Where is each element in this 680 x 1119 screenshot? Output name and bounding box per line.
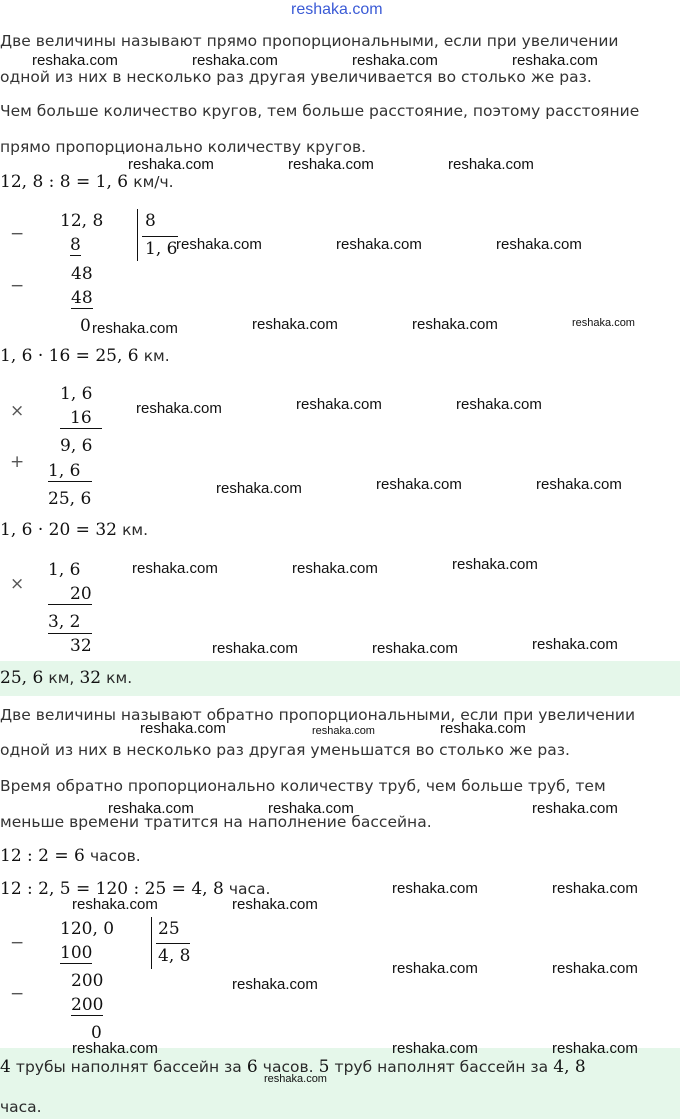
watermark: reshaka.com	[552, 1040, 638, 1057]
partial-product-1: 9, 6	[60, 436, 93, 456]
definition-direct-line2: одной из них в несколько раз другая увеличивается во столько же раз.	[0, 68, 592, 86]
watermark: reshaka.com	[352, 52, 438, 69]
watermark: reshaka.com	[336, 236, 422, 253]
divisor: 25	[158, 919, 180, 939]
factor-b: 20	[48, 586, 92, 605]
answer-inverse-line2: часа.	[0, 1098, 42, 1116]
answer-unit: км.	[106, 669, 133, 687]
watermark: reshaka.com	[128, 156, 214, 173]
watermark: reshaka.com	[288, 156, 374, 173]
watermark: reshaka.com	[496, 236, 582, 253]
watermark: reshaka.com	[456, 396, 542, 413]
watermark: reshaka.com	[72, 1040, 158, 1057]
quotient: 4, 8	[158, 946, 191, 966]
product-result: 32	[70, 636, 92, 656]
answer-separator: км,	[48, 669, 75, 687]
answer-text: труб наполнят бассейн за	[334, 1058, 549, 1076]
dividend: 12, 8	[60, 211, 104, 231]
watermark: reshaka.com	[108, 800, 194, 817]
watermark: reshaka.com	[92, 320, 178, 337]
time-2-unit: часов.	[89, 847, 141, 865]
watermark: reshaka.com	[252, 316, 338, 333]
watermark: reshaka.com	[268, 800, 354, 817]
dividend: 120, 0	[60, 919, 115, 939]
watermark: reshaka.com	[140, 720, 226, 737]
subtrahend-1: 8	[70, 235, 81, 255]
distance-16-expression: 1, 6 · 16 = 25, 6	[0, 346, 139, 366]
distance-20-unit: км.	[122, 521, 149, 539]
answer-value: 25, 6	[0, 668, 44, 688]
factor-a: 1, 6	[60, 384, 93, 404]
multiply-sign: ×	[10, 401, 25, 421]
answer-text: часов.	[262, 1058, 314, 1076]
watermark: reshaka.com	[132, 560, 218, 577]
answer-value: 32	[79, 668, 102, 688]
reason-direct-line1: Чем больше количество кругов, тем больше расстояние, поэтому расстояние	[0, 102, 640, 120]
answer-number: 4	[0, 1057, 11, 1077]
subtrahend-1: 100	[60, 943, 93, 963]
division-bar	[151, 917, 152, 969]
watermark: reshaka.com	[552, 880, 638, 897]
watermark: reshaka.com	[536, 476, 622, 493]
remainder-final: 0	[91, 1023, 102, 1043]
watermark: reshaka.com	[440, 720, 526, 737]
minus-sign: −	[10, 224, 25, 244]
division-bar	[137, 209, 138, 261]
watermark: reshaka.com	[552, 960, 638, 977]
partial-product: 3, 2	[48, 612, 81, 632]
subtrahend-2: 48	[71, 288, 93, 308]
plus-sign: +	[10, 452, 25, 472]
watermark: reshaka.com	[32, 52, 118, 69]
distance-20-equation	[0, 520, 148, 540]
watermark: reshaka.com	[232, 976, 318, 993]
distance-20-expression: 1, 6 · 20 = 32	[0, 520, 117, 540]
watermark: reshaka.com	[532, 636, 618, 653]
time-25-expression: 12 : 2, 5 = 120 : 25 = 4, 8	[0, 879, 224, 899]
minus-sign: −	[10, 984, 25, 1004]
reason-direct-line2: прямо пропорционально количеству кругов.	[0, 138, 367, 156]
speed-equation	[0, 172, 174, 192]
watermark: reshaka.com	[452, 556, 538, 573]
watermark: reshaka.com	[376, 476, 462, 493]
divisor: 8	[145, 211, 156, 231]
answer-text: трубы наполнят бассейн за	[15, 1058, 242, 1076]
minus-sign: −	[10, 933, 25, 953]
multiply-sign: ×	[10, 574, 25, 594]
time-25-unit: часа.	[228, 880, 271, 898]
remainder-1: 48	[71, 264, 93, 284]
minus-sign: −	[10, 276, 25, 296]
watermark: reshaka.com	[264, 1073, 327, 1085]
watermark: reshaka.com	[392, 960, 478, 977]
distance-16-unit: км.	[143, 347, 170, 365]
quotient: 1, 6	[145, 239, 178, 259]
watermark: reshaka.com	[512, 52, 598, 69]
quotient-line	[142, 236, 178, 237]
watermark: reshaka.com	[232, 896, 318, 913]
answer-number: 4, 8	[553, 1057, 586, 1077]
watermark: reshaka.com	[572, 317, 635, 329]
factor-a: 1, 6	[48, 560, 81, 580]
watermark: reshaka.com	[192, 52, 278, 69]
remainder-final: 0	[80, 316, 91, 336]
remainder-1: 200	[71, 971, 104, 991]
answer-number: 6	[246, 1057, 258, 1077]
watermark: reshaka.com	[392, 1040, 478, 1057]
watermark: reshaka.com	[448, 156, 534, 173]
watermark: reshaka.com	[136, 400, 222, 417]
watermark: reshaka.com	[372, 640, 458, 657]
watermark: reshaka.com	[216, 480, 302, 497]
distance-16-equation	[0, 346, 170, 366]
factor-b: 16	[60, 410, 102, 429]
watermark: reshaka.com	[532, 800, 618, 817]
watermark: reshaka.com	[292, 560, 378, 577]
quotient-line	[156, 943, 190, 944]
watermark: reshaka.com	[72, 896, 158, 913]
product-result: 25, 6	[48, 489, 92, 509]
watermark: reshaka.com	[176, 236, 262, 253]
subtrahend-2: 200	[71, 995, 104, 1015]
watermark: reshaka.com	[392, 880, 478, 897]
definition-direct-line1: Две величины называют прямо пропорциональными, если при увеличении	[0, 32, 619, 50]
definition-inverse-line2: одной из них в несколько раз другая уменьшатся во столько же раз.	[0, 741, 570, 759]
definition-inverse-line1: Две величины называют обратно пропорциональными, если при увеличении	[0, 706, 636, 724]
sum-line	[48, 633, 92, 634]
watermark: reshaka.com	[412, 316, 498, 333]
answer-direct	[0, 668, 132, 688]
watermark: reshaka.com	[312, 725, 375, 737]
site-link[interactable]: reshaka.com	[291, 1, 383, 18]
time-2-equation	[0, 846, 141, 866]
answer-number: 5	[318, 1057, 330, 1077]
speed-unit: км/ч.	[133, 173, 174, 191]
time-2-expression: 12 : 2 = 6	[0, 846, 85, 866]
watermark: reshaka.com	[296, 396, 382, 413]
watermark: reshaka.com	[212, 640, 298, 657]
reason-inverse-line2: меньше времени тратится на наполнение бассейна.	[0, 813, 432, 831]
speed-expression: 12, 8 : 8 = 1, 6	[0, 172, 129, 192]
reason-inverse-line1: Время обратно пропорционально количеству труб, чем больше труб, тем	[0, 777, 606, 795]
partial-product-2: 1, 6	[48, 463, 92, 482]
